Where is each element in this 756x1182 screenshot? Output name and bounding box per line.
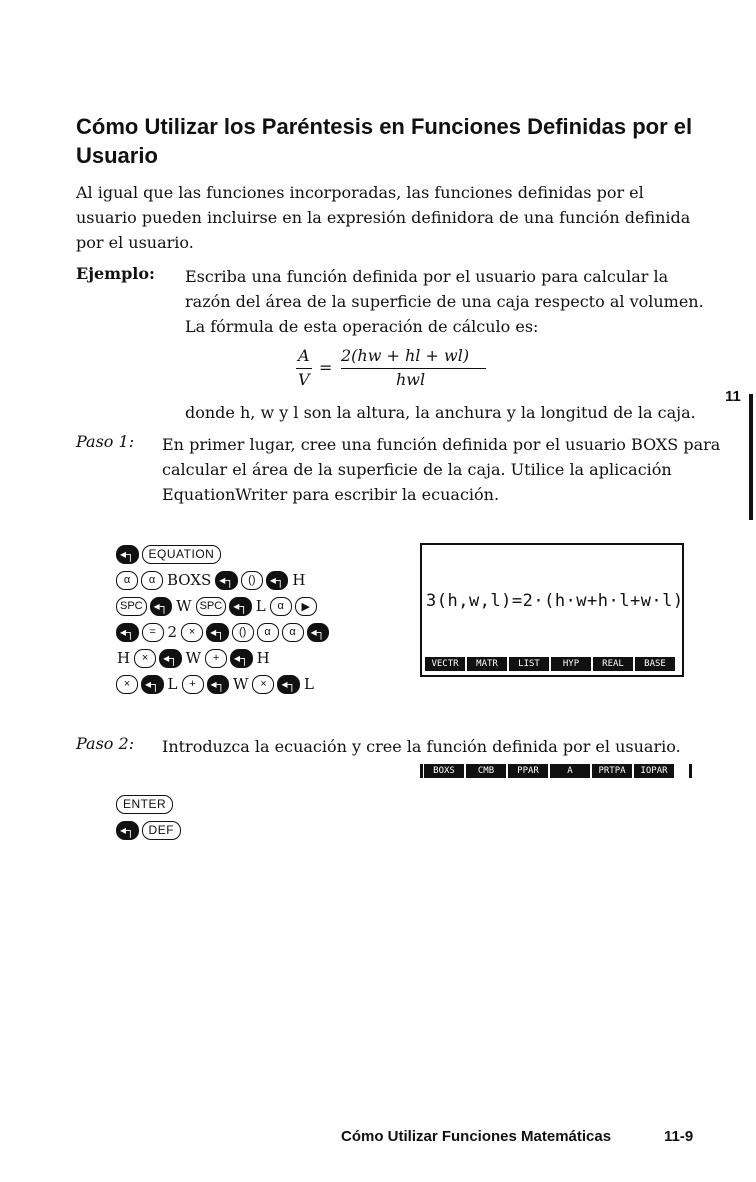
step2-text: Introduzca la ecuación y cree la función definida por el usuario. [162,737,681,756]
left-shift-key[interactable]: ◂┐ [207,675,230,694]
softkey-hyp[interactable]: HYP [551,657,591,671]
typed-h: H [117,649,131,667]
left-shift-key[interactable]: ◂┐ [150,597,173,616]
alpha-key[interactable]: α [141,571,163,590]
softkey-a[interactable]: A [550,764,590,778]
softkey-real[interactable]: REAL [593,657,633,671]
left-shift-key[interactable]: ◂┐ [116,821,139,840]
typed-l: L [167,675,178,693]
softkey-cmb[interactable]: CMB [466,764,506,778]
keystroke-row-4 [116,620,329,644]
surface-volume-formula [284,346,504,400]
keystroke-row-def [116,818,181,842]
chapter-tab-bar [749,394,753,520]
typed-w: W [185,649,202,667]
equation-key[interactable]: EQUATION [142,545,222,564]
softkey-vectr[interactable]: VECTR [425,657,465,671]
formula-rhs-numerator: 2(hw + hl + wl) [341,346,470,365]
formula-lhs-numerator: A [298,346,310,365]
formula-lhs-fraction-bar [296,368,312,369]
chapter-tab-number: 11 [725,388,741,405]
parentheses-key[interactable]: () [241,571,263,590]
example-label: Ejemplo: [76,264,155,283]
softkey-iopar[interactable]: IOPAR [634,764,674,778]
keystroke-row-1 [116,542,221,566]
keystroke-row-enter [116,792,173,816]
formula-lhs-denominator: V [298,370,310,389]
footer-page-number: 11-9 [664,1128,694,1145]
plus-key[interactable]: + [205,649,227,668]
softkey-base[interactable]: BASE [635,657,675,671]
softkey-prtpa[interactable]: PRTPA [592,764,632,778]
intro-paragraph: Al igual que las funciones incorporadas, las funciones definidas por el usuario pueden incluirse en la expresión definidora de una función definida por el usuario. [76,183,691,252]
softkey-matr[interactable]: MATR [467,657,507,671]
plus-key[interactable]: + [182,675,204,694]
calculator-screen-equationwriter [420,543,684,677]
softkey-menu-math [425,657,675,671]
left-shift-key[interactable]: ◂┐ [159,649,182,668]
left-shift-key[interactable]: ◂┐ [116,545,139,564]
alpha-key[interactable]: α [282,623,304,642]
left-shift-key[interactable]: ◂┐ [230,649,253,668]
left-shift-key[interactable]: ◂┐ [215,571,238,590]
alpha-key[interactable]: α [116,571,138,590]
keystroke-row-3 [116,594,317,618]
typed-2: 2 [167,623,178,641]
softkey-ppar[interactable]: PPAR [508,764,548,778]
softkey-menu-variables [424,764,674,778]
equals-key[interactable]: = [142,623,164,642]
typed-boxs: BOXS [167,571,212,589]
alpha-key[interactable]: α [270,597,292,616]
typed-w: W [176,597,192,615]
left-shift-key[interactable]: ◂┐ [116,623,139,642]
left-shift-key[interactable]: ◂┐ [206,623,229,642]
typed-l: L [303,675,314,693]
multiply-key[interactable]: × [181,623,203,642]
left-shift-key[interactable]: ◂┐ [266,571,289,590]
left-shift-key[interactable]: ◂┐ [307,623,330,642]
spc-key[interactable]: SPC [196,597,227,616]
keystroke-row-5 [116,646,271,670]
formula-equals: = [319,358,333,377]
section-heading: Cómo Utilizar los Paréntesis en Funciones Definidas por el Usuario [76,114,693,168]
right-arrow-key[interactable]: ▶ [295,597,317,616]
left-shift-key[interactable]: ◂┐ [141,675,164,694]
screen-edge-left [420,764,423,778]
multiply-key[interactable]: × [116,675,138,694]
variable-description: donde h, w y l son la altura, la anchura y la longitud de la caja. [185,403,696,422]
step1-label: Paso 1: [76,432,135,451]
keystroke-row-2 [116,568,306,592]
screen-edge-right [689,764,692,778]
multiply-key[interactable]: × [252,675,274,694]
formula-rhs-fraction-bar [341,368,486,369]
softkey-boxs[interactable]: BOXS [424,764,464,778]
def-key[interactable]: DEF [142,821,182,840]
typed-w: W [233,675,249,693]
typed-h: H [256,649,270,667]
parentheses-key[interactable]: () [232,623,254,642]
alpha-key[interactable]: α [257,623,279,642]
softkey-list[interactable]: LIST [509,657,549,671]
keystroke-row-6 [116,672,315,696]
step1-text: En primer lugar, cree una función definida por el usuario BOXS para calcular el área de la superficie de la caja. Utilice la aplicación EquationWriter para escribir la ecuación. [162,435,721,504]
left-shift-key[interactable]: ◂┐ [229,597,252,616]
enter-key[interactable]: ENTER [116,795,173,814]
footer-chapter-title: Cómo Utilizar Funciones Matemáticas [341,1128,612,1145]
multiply-key[interactable]: × [134,649,156,668]
example-text: Escriba una función definida por el usuario para calcular la razón del área de la superficie de una caja respecto al volumen. La fórmula de esta operación de cálculo es: [185,267,704,336]
spc-key[interactable]: SPC [116,597,147,616]
formula-rhs-denominator: hwl [396,370,426,389]
left-shift-key[interactable]: ◂┐ [277,675,300,694]
typed-l: L [255,597,266,615]
screen-equation: 3(h,w,l)=2·(h·w+h·l+w·l) [426,591,684,611]
typed-h: H [292,571,306,589]
step2-label: Paso 2: [76,734,135,753]
